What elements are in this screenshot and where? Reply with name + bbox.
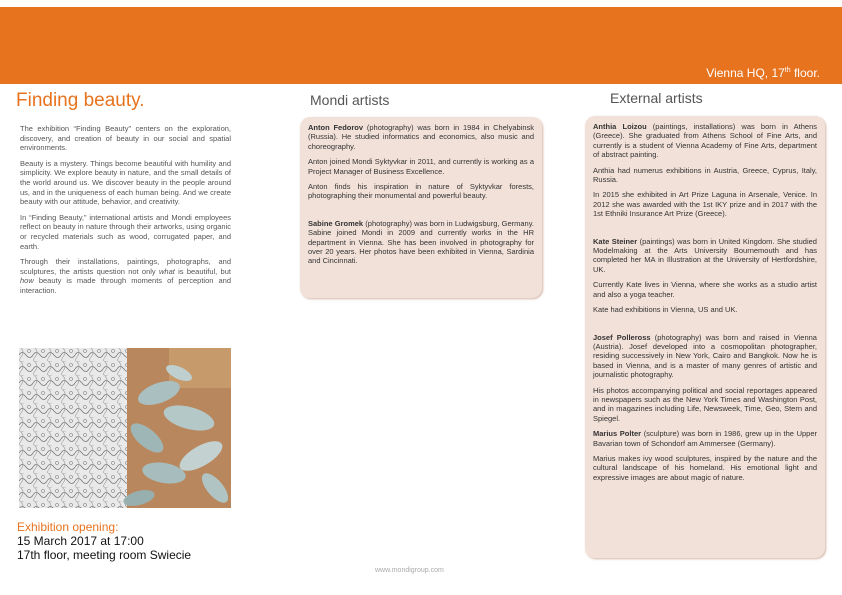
artist-bio: His photos accompanying political and social reportages appeared in newspapers such as the New York Times and Washington Post, and in magazines including Life, Newsweek, Time, Geo, Stern and Spiegel. — [593, 385, 817, 423]
external-artists-title: External artists — [610, 90, 703, 106]
artist-bio: Kate Steiner (paintings) was born in United Kingdom. She studied Modelmaking at the Arts University Bournemouth and has completed her MA in Illustration at the University of Hertfordshire, UK. — [593, 236, 817, 274]
footer-url[interactable]: www.mondigroup.com — [375, 567, 444, 574]
header-banner — [0, 7, 842, 84]
opening-heading: Exhibition opening: — [17, 520, 119, 534]
artist-bio: Anthia had numerus exhibitions in Austria, Greece, Cyprus, Italy, Russia. — [593, 165, 817, 185]
artist-bio: Kate had exhibitions in Vienna, US and UK. — [593, 305, 738, 315]
artist-bio: Currently Kate lives in Vienna, where she works as a studio artist and also a yoga teacher. — [593, 280, 817, 299]
page-title: Finding beauty. — [16, 90, 145, 111]
artist-bio: Marius makes ivy wood sculptures, inspired by the nature and the cultural landscape of his homeland. His emotional light and expressive images are about magic of nature. — [593, 453, 817, 482]
opening-location: 17th floor, meeting room Swiecie — [17, 548, 192, 562]
artist-bio: In 2015 she exhibited in Art Prize Laguna in Arsenale, Venice. In 2012 she was awarded with the 1st IKY prize and in 2017 with the 1st Ethniki Insurance Art Prize (Greece). — [593, 190, 817, 219]
exhibition-opening — [17, 520, 191, 562]
intro-paragraph: Through their installations, paintings, photographs, and sculptures, the artists question not only what is beautiful, but how beauty is made through moments of perception and interaction. — [20, 257, 231, 295]
artist-bio: Anton finds his inspiration in nature of Syktyvkar forests, photographing their monumental and powerful beauty. — [308, 182, 534, 201]
artist-bio: Anton joined Mondi Syktyvkar in 2011, and currently is working as a Project Manager of Business Excellence. — [308, 157, 534, 176]
artist-bio: Anthia Loizou (paintings, installations) was born in Athens (Greece). She graduated from Athens School of Fine Arts, and currently is a student of Vienna Academy of Fine Arts, department of abstract painting. — [593, 122, 817, 160]
intro-text — [20, 124, 231, 302]
mondi-artists-card — [300, 117, 542, 298]
intro-paragraph: Beauty is a mystery. Things become beautiful with humility and simplicity. We explore beauty in nature, and the small details of the world around us. We discover beauty in the people around us, and in the uniqueness of each human being. And we create beauty with our attitude, behavior, and creativity. — [20, 158, 231, 207]
artist-bio: Sabine Gromek (photography) was born in Ludwigsburg, Germany. Sabine joined Mondi in 2009 and currently works in the HR department in Vienna. She has been involved in photography for over 20 years. Her photos have been exhibited in Vienna, Sardinia and Cincinnati. — [308, 218, 534, 266]
external-artists-card — [585, 116, 825, 558]
opening-date: 15 March 2017 at 17:00 — [17, 534, 144, 548]
mondi-artists-title: Mondi artists — [310, 92, 390, 108]
artwork-photo — [19, 348, 231, 508]
intro-paragraph: The exhibition “Finding Beauty” centers on the exploration, discovery, and creation of beauty in our social and spatial environments. — [20, 124, 231, 153]
artwork-image — [19, 348, 231, 508]
location-text: Vienna HQ, 17th floor. — [706, 66, 820, 80]
artist-bio: Josef Polleross (photography) was born and raised in Vienna (Austria). Josef developed into a cosmopolitan photographer, residing successively in New York, Cairo and Bangkok. Now he is based in Vienna, and is a master of many genres of artistic and journalistic photography. — [593, 332, 817, 380]
artist-bio: Anton Fedorov (photography) was born in 1984 in Chelyabinsk (Russia). He studied informatics and economics, also music and choreography. — [308, 123, 534, 151]
artist-bio: Marius Polter (sculpture) was born in 1986, grew up in the Upper Bavarian town of Schondorf am Ammersee (Germany). — [593, 429, 817, 448]
intro-paragraph: In “Finding Beauty,” international artists and Mondi employees reflect on beauty in nature through their artworks, using organic or recycled materials such as wood, corrugated paper, and earth. — [20, 212, 231, 251]
